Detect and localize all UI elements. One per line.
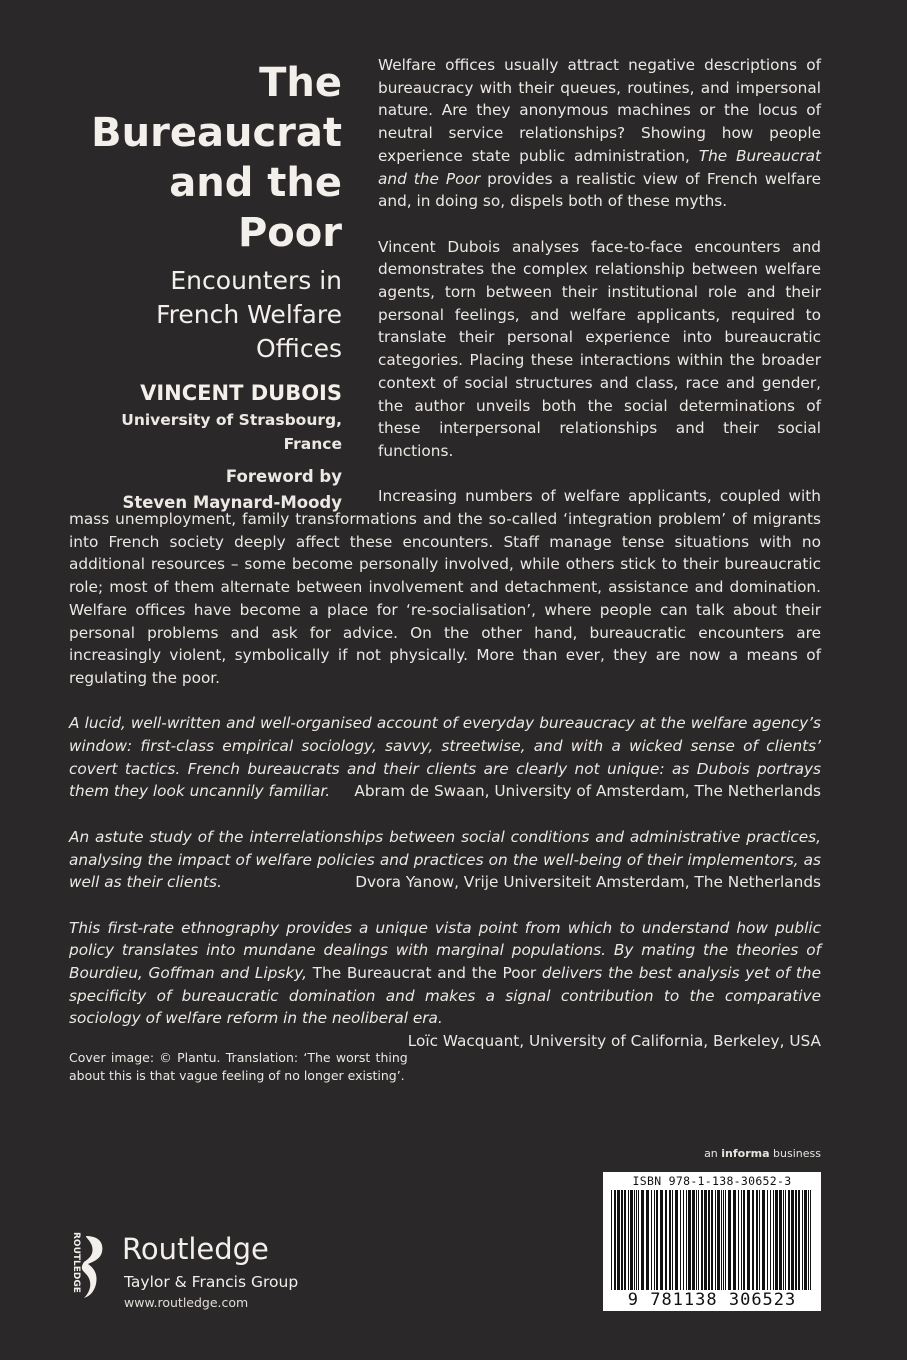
barcode-bar (621, 1190, 623, 1290)
barcode-bar (808, 1190, 809, 1290)
barcode-bar (686, 1190, 687, 1290)
barcode-bar (802, 1190, 803, 1290)
barcode-bar (634, 1190, 635, 1290)
barcode-bar (711, 1190, 713, 1290)
barcode-bar (738, 1190, 739, 1290)
review-quote: An astute study of the interrelationships between social conditions and administrative practices, analysing the impact of welfare policies and practices on the well-being of their implementors, as well as their clients. Dvora Yanow, Vrije Universiteit Amsterdam, The Netherlands (69, 826, 821, 894)
barcode-bar (611, 1190, 612, 1290)
cover-image-credit: Cover image: © Plantu. Translation: ‘The worst thing about this is that vague feeling of no longer existing’. (69, 1049, 408, 1083)
barcode-bar (665, 1190, 667, 1290)
barcode-bar (728, 1190, 731, 1290)
barcode-bar (692, 1190, 695, 1290)
barcode-bar (723, 1190, 724, 1290)
barcode-bar (770, 1190, 771, 1290)
foreword-label: Foreword by (225, 467, 342, 486)
barcode-bar (788, 1190, 790, 1290)
barcode-bar (641, 1190, 644, 1290)
barcode-bar (646, 1190, 649, 1290)
author-affiliation: University of Strasbourg, France (121, 411, 342, 453)
barcode-bar (704, 1190, 707, 1290)
barcode-bar (741, 1190, 742, 1290)
barcode-bar (725, 1190, 726, 1290)
barcode-bar (688, 1190, 691, 1290)
barcode-bar (733, 1190, 736, 1290)
barcode-bar (698, 1190, 699, 1290)
blurb-paragraph: Increasing numbers of welfare applicants, coupled with mass unemployment, family transformations and the so-called ‘integration problem’ of migrants into French society deeply affect these encounters. Staff manage tense situations with no additional resources – some become personally involved, while others stick to their bureaucratic role; most of them alternate between involvement and detachment, assistance and domination. Welfare offices have become a place for ‘re-socialisation’, where people can talk about their personal problems and ask for advice. On the other hand, bureaucratic encounters are increasingly violent, symbolically if not physically. More than ever, they are now a means of regulating the poor. (69, 487, 821, 687)
barcode-bar (701, 1190, 703, 1290)
barcode-bar (795, 1190, 797, 1290)
blurb-paragraph: Welfare offices usually attract negative descriptions of bureaucracy with their queues, routines, and impersonal nature. Are they anonymous machines or the locus of neutral service relationships? Showing how people experience state public administration, The Bureaucrat and the Poor provides a realistic view of French welfare and, in doing so, dispels both of these myths. (378, 56, 822, 211)
logo-wordmark: ROUTLEDGE (71, 1232, 81, 1293)
review-quote: This first-rate ethnography provides a unique vista point from which to understand how public policy translates into mundane dealings with marginal populations. By mating the theories of Bourdieu, Goffman and Lipsky, The Bureaucrat and the Poor delivers the best analysis yet of the specificity of bureaucratic domination and makes a signal contribution to the comparative sociology of welfare reform in the neoliberal era. Loïc Wacquant, University of California, Berkeley, USA (69, 917, 821, 1031)
barcode-bar (636, 1190, 637, 1290)
publisher-imprint (64, 1230, 324, 1320)
isbn-barcode (603, 1172, 821, 1311)
barcode-bar (617, 1190, 620, 1290)
barcode-bar (756, 1190, 758, 1290)
barcode-bar (785, 1190, 786, 1290)
barcode-bar (721, 1190, 722, 1290)
barcode-bar (708, 1190, 710, 1290)
barcode-bar (614, 1190, 616, 1290)
barcode-bar (775, 1190, 778, 1290)
title-line: Bureaucrat (91, 110, 342, 156)
barcode-bar (743, 1190, 745, 1290)
barcode-bar (624, 1190, 626, 1290)
barcode-bar (717, 1190, 720, 1290)
review-quote: A lucid, well-written and well-organised account of everyday bureaucracy at the welfare agency’s window: first-class empirical sociology, savvy, streetwise, and with a wicked sense of clients’ covert tactics. French bureaucrats and their clients are clearly not unique: as Dubois portrays them they look uncannily familiar. Abram de Swaan, University of Amsterdam, The Netherlands (69, 712, 821, 803)
barcode-bar (630, 1190, 633, 1290)
routledge-logo-icon (64, 1230, 114, 1300)
title-line: The (259, 60, 342, 106)
barcode-bar (798, 1190, 800, 1290)
subtitle-line: French Welfare (156, 300, 342, 329)
subtitle-line: Offices (256, 334, 342, 363)
barcode-bar (773, 1190, 774, 1290)
barcode-bar (715, 1190, 716, 1290)
barcode-bar (779, 1190, 782, 1290)
barcode-bar (628, 1190, 629, 1290)
barcode-bar (660, 1190, 663, 1290)
barcode-bar (654, 1190, 655, 1290)
barcode-bar (783, 1190, 784, 1290)
publisher-name: Routledge (122, 1232, 269, 1266)
barcode-bar (747, 1190, 750, 1290)
blurb (69, 54, 821, 1085)
barcode-bar (680, 1190, 681, 1290)
publisher-url[interactable]: www.routledge.com (124, 1295, 249, 1310)
quote-attribution: Loïc Wacquant, University of California, Berkeley, USA (407, 1032, 821, 1051)
barcode-bar (675, 1190, 678, 1290)
barcode-bar (672, 1190, 673, 1290)
publisher-group: Taylor & Francis Group (124, 1273, 299, 1291)
barcode-bar (762, 1190, 765, 1290)
barcode-bar (683, 1190, 684, 1290)
quote-attribution: Abram de Swaan, University of Amsterdam, The Netherlands (354, 782, 821, 801)
title-line: and the Poor (169, 160, 342, 256)
barcode-bar (696, 1190, 697, 1290)
barcode-bar (638, 1190, 639, 1290)
barcode-bar (669, 1190, 671, 1290)
isbn-label: ISBN 978-1-138-30652-3 (632, 1174, 792, 1188)
barcode-bar (651, 1190, 652, 1290)
barcode-bar (804, 1190, 807, 1290)
barcode-bar (656, 1190, 658, 1290)
foreword-author: Steven Maynard-Moody (122, 493, 342, 512)
informa-tagline: an informa business (704, 1147, 821, 1160)
barcode-bar (759, 1190, 760, 1290)
barcode-bar (810, 1190, 811, 1290)
blurb-paragraph: Vincent Dubois analyses face-to-face encounters and demonstrates the complex relationship between welfare agents, torn between their institutional role and their personal feelings, and welfare applicants, required to translate their personal experience into bureaucratic categories. Placing these interactions within the broader context of social structures and class, race and gender, the author unveils both the social determinations of these interpersonal relationships and their social functions. (378, 237, 821, 460)
barcode-bars (611, 1190, 813, 1294)
author-name: VINCENT DUBOIS (140, 381, 342, 405)
isbn-digits: 9 781138 306523 (627, 1290, 797, 1310)
quote-attribution: Dvora Yanow, Vrije Universiteit Amsterdam, The Netherlands (355, 873, 821, 892)
barcode-bar (752, 1190, 754, 1290)
subtitle-line: Encounters in (170, 266, 342, 295)
barcode-bar (767, 1190, 768, 1290)
barcode-bar (791, 1190, 794, 1290)
